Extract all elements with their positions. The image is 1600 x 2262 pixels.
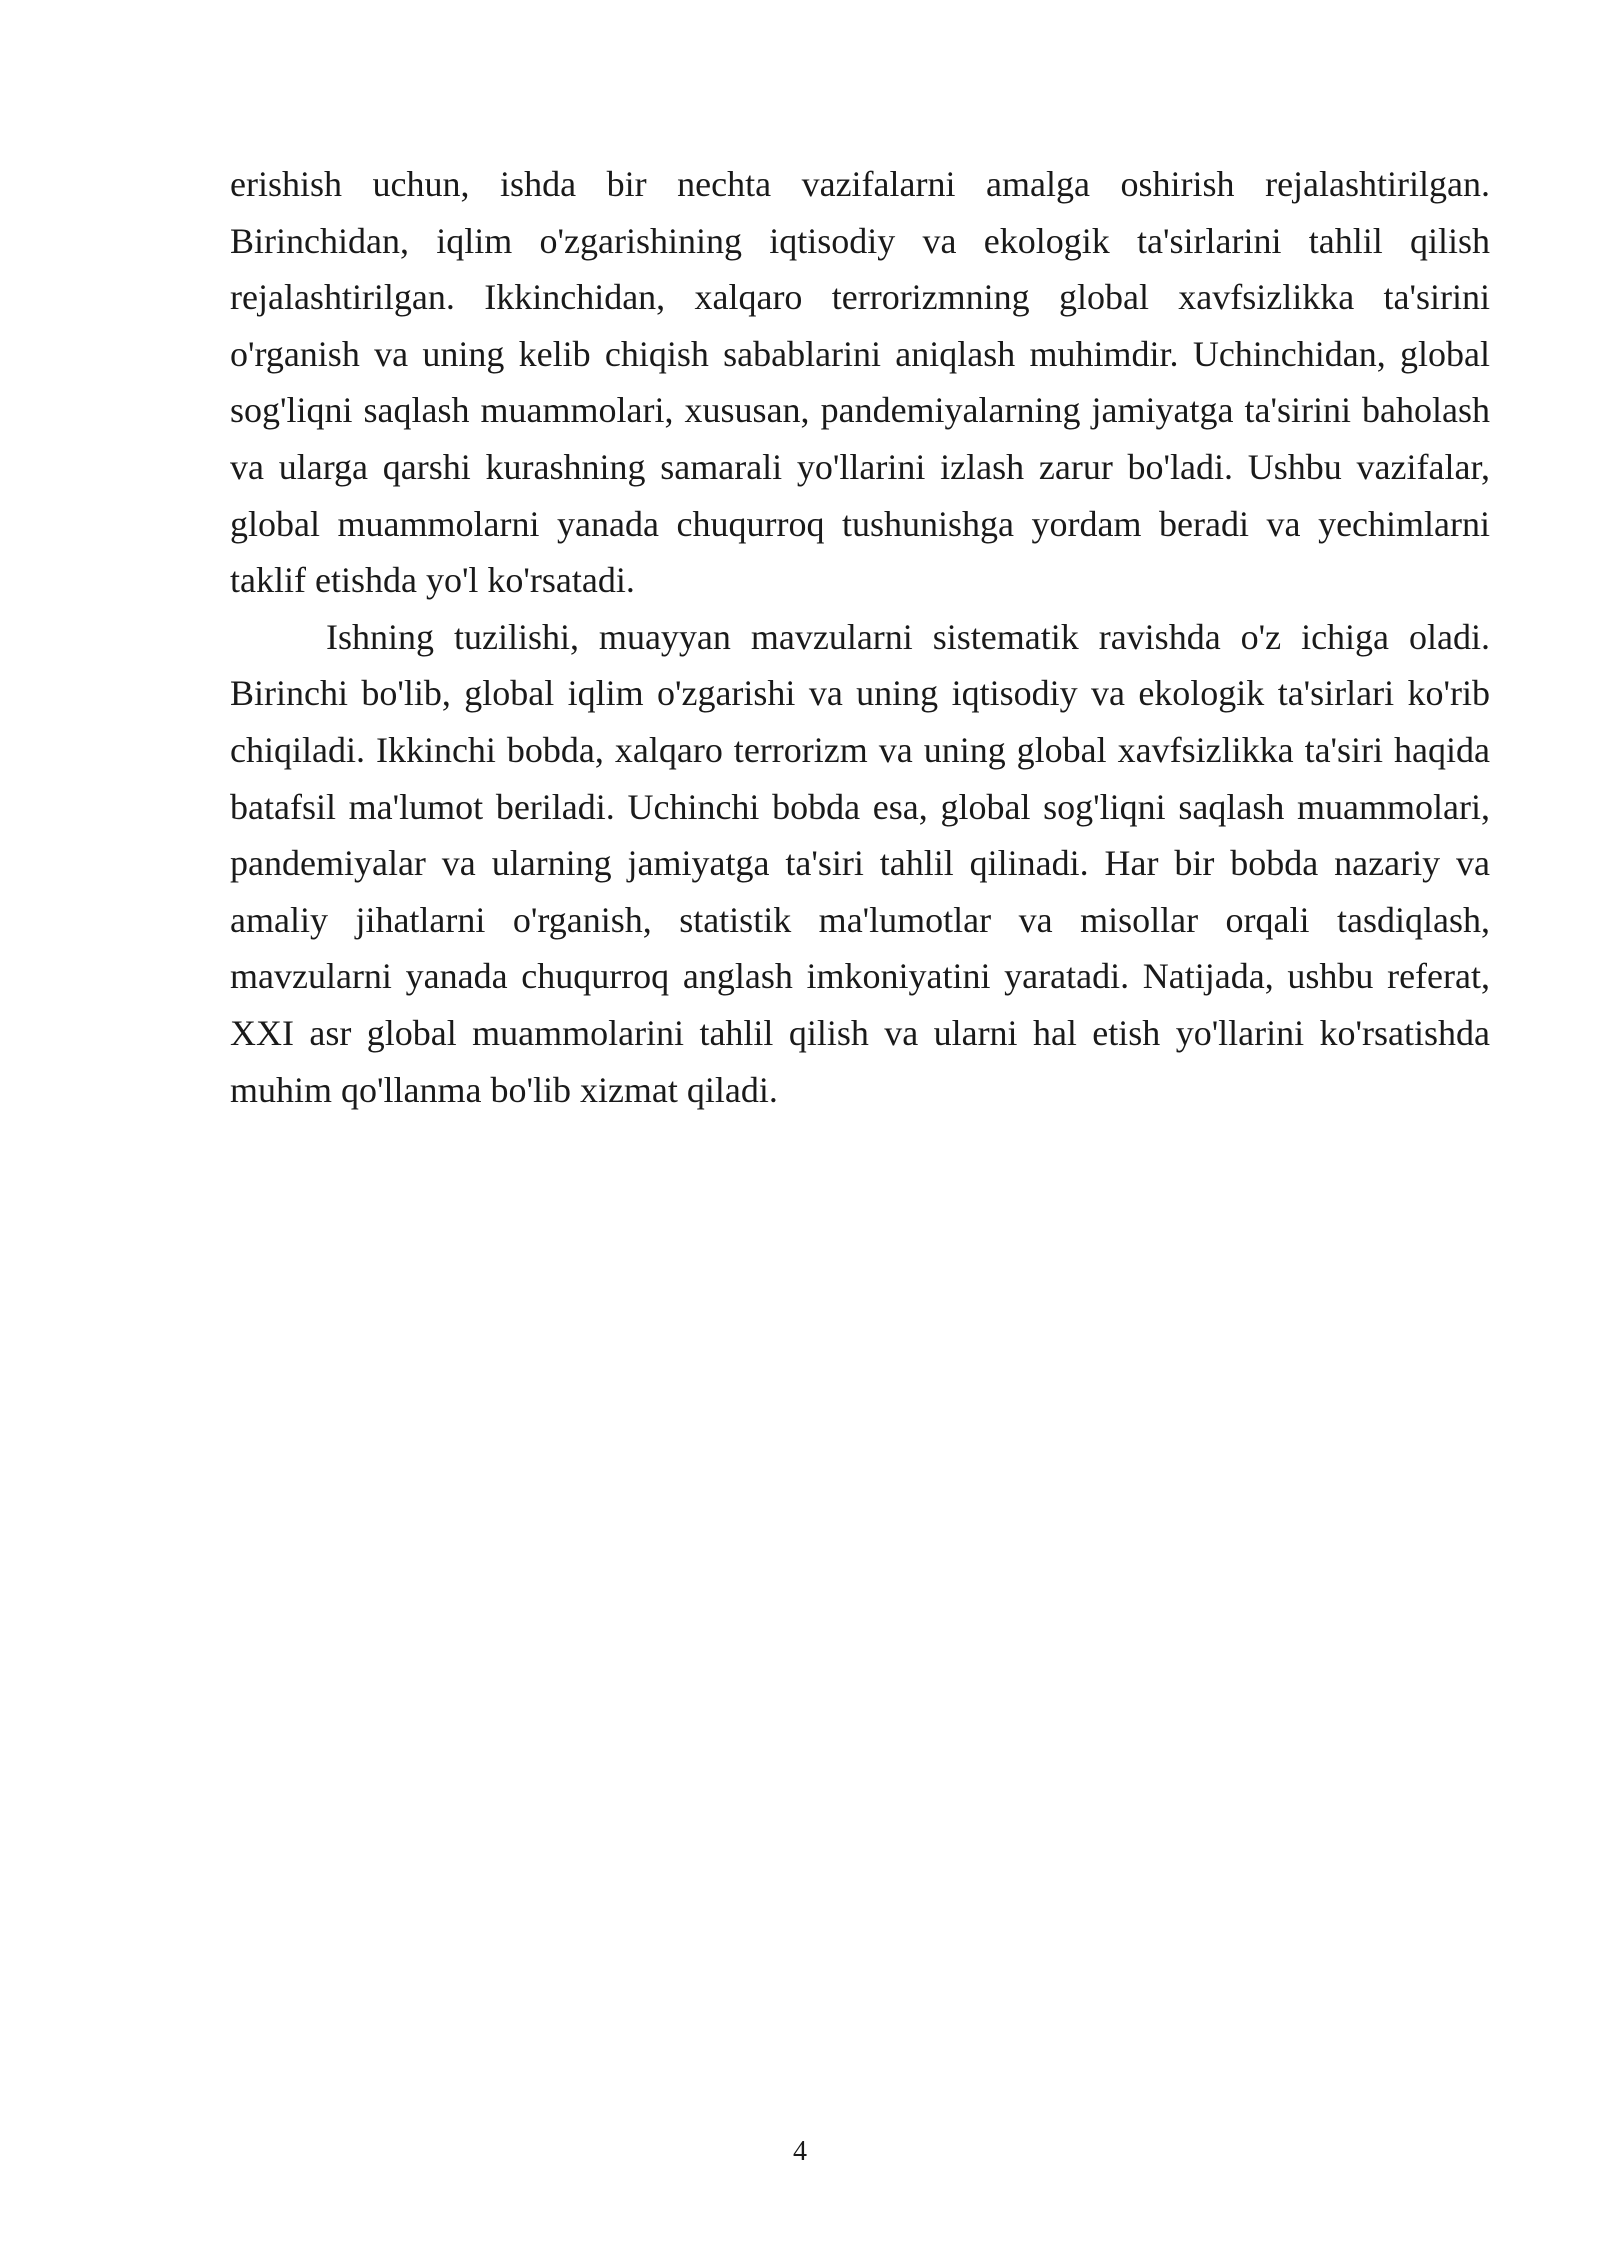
body-text	[230, 156, 1490, 1118]
paragraph-continuation: erishish uchun, ishda bir nechta vazifalarni amalga oshirish rejalashtirilgan. Birinchidan, iqlim o'zgarishining iqtisodiy va ekologik ta'sirlarini tahlil qilish rejalashtirilgan. Ikkinchidan, xalqaro terrorizmning global xavfsizlikka ta'sirini o'rganish va uning kelib chiqish sabablarini aniqlash muhimdir. Uchinchidan, global sog'liqni saqlash muammolari, xususan, pandemiyalarning jamiyatga ta'sirini baholash va ularga qarshi kurashning samarali yo'llarini izlash zarur bo'ladi. Ushbu vazifalar, global muammolarni yanada chuqurroq tushunishga yordam beradi va yechimlarni taklif etishda yo'l ko'rsatadi.	[230, 164, 1490, 601]
paragraph-structure: Ishning tuzilishi, muayyan mavzularni sistematik ravishda o'z ichiga oladi. Birinchi bo'lib, global iqlim o'zgarishi va uning iqtisodiy va ekologik ta'sirlari ko'rib chiqiladi. Ikkinchi bobda, xalqaro terrorizm va uning global xavfsizlikka ta'siri haqida batafsil ma'lumot beriladi. Uchinchi bobda esa, global sog'liqni saqlash muammolari, pandemiyalar va ularning jamiyatga ta'siri tahlil qilinadi. Har bir bobda nazariy va amaliy jihatlarni o'rganish, statistik ma'lumotlar va misollar orqali tasdiqlash, mavzularni yanada chuqurroq anglash imkoniyatini yaratadi. Natijada, ushbu referat, XXI asr global muammolarini tahlil qilish va ularni hal etish yo'llarini ko'rsatishda muhim qo'llanma bo'lib xizmat qiladi.	[230, 616, 1490, 1110]
page-number: 4	[793, 2136, 807, 2167]
